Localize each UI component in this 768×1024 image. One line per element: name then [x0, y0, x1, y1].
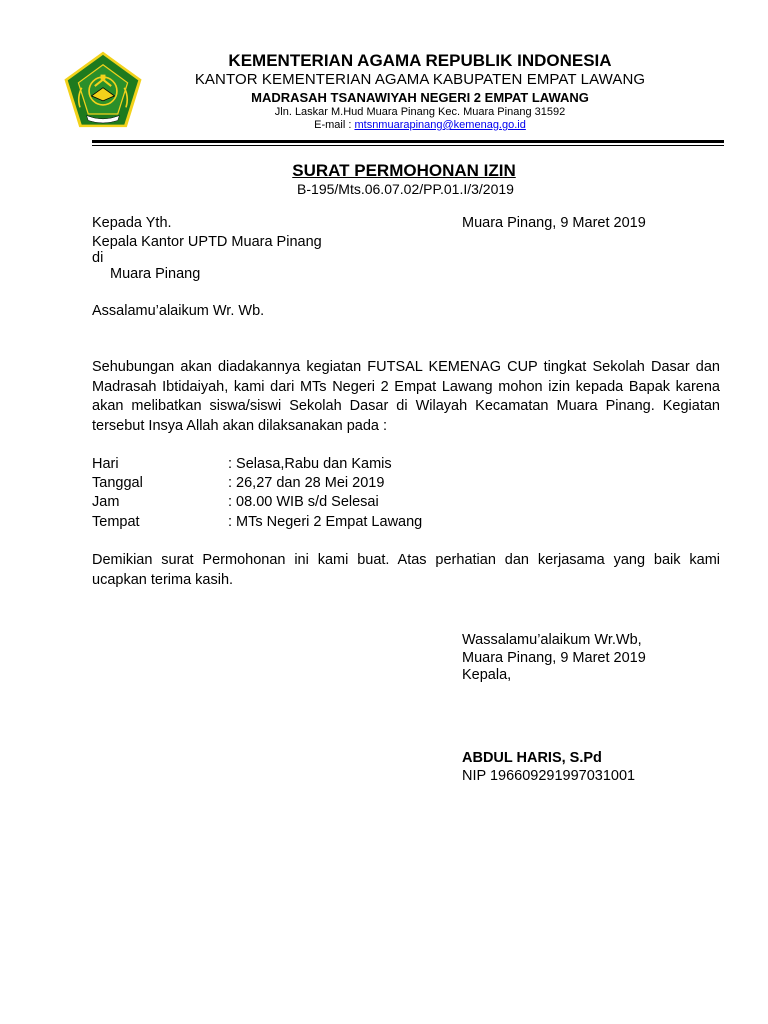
- detail-value-day: : Selasa,Rabu dan Kamis: [228, 456, 392, 472]
- place-date: Muara Pinang, 9 Maret 2019: [462, 215, 646, 231]
- detail-value-date: : 26,27 dan 28 Mei 2019: [228, 475, 385, 491]
- signatory-name: ABDUL HARIS, S.Pd: [462, 750, 602, 766]
- office-name: KANTOR KEMENTERIAN AGAMA KABUPATEN EMPAT LAWANG: [194, 71, 646, 88]
- recipient-line-2: Kepala Kantor UPTD Muara Pinang: [92, 234, 322, 250]
- recipient-line-4: Muara Pinang: [110, 266, 201, 282]
- school-email-line: [150, 119, 690, 132]
- email-link[interactable]: mtsnmuarapinang@kemenag.go.id: [354, 119, 526, 131]
- detail-label-day: Hari: [92, 456, 119, 472]
- signatory-nip: NIP 196609291997031001: [462, 768, 636, 784]
- kemenag-logo: [62, 50, 144, 132]
- signature-position: Kepala,: [462, 667, 512, 683]
- closing-paragraph: Demikian surat Permohonan ini kami buat. Atas perhatian dan kerjasama yang baik kami ucapkan terima kasih.: [92, 552, 720, 588]
- school-name: MADRASAH TSANAWIYAH NEGERI 2 EMPAT LAWANG: [251, 90, 589, 105]
- recipient-line-3: di: [92, 250, 104, 266]
- letter-title: SURAT PERMOHONAN IZIN: [292, 161, 516, 180]
- letterhead-rule-thin: [92, 145, 724, 146]
- letterhead-rule-thick: [92, 140, 724, 143]
- body-paragraph: Sehubungan akan diadakannya kegiatan FUTSAL KEMENAG CUP tingkat Sekolah Dasar dan Madrasah Ibtidaiyah, kami dari MTs Negeri 2 Empat Lawang mohon izin kepada Bapak karena akan melibatkan siswa/siswi Sekolah Dasar di Wilayah Kecamatan Muara Pinang. Kegiatan tersebut Insya Allah akan dilaksanakan pada :: [92, 359, 720, 434]
- signature-place-date: Muara Pinang, 9 Maret 2019: [462, 650, 646, 666]
- detail-label-date: Tanggal: [92, 475, 143, 491]
- detail-value-place: : MTs Negeri 2 Empat Lawang: [228, 514, 423, 530]
- detail-label-place: Tempat: [92, 514, 140, 530]
- recipient-line-1: Kepada Yth.: [92, 215, 172, 231]
- closing-salam: Wassalamu’alaikum Wr.Wb,: [462, 632, 642, 648]
- email-label: E-mail :: [314, 119, 355, 131]
- letter-number: B-195/Mts.06.07.02/PP.01.I/3/2019: [297, 181, 514, 197]
- letterhead: [150, 50, 690, 132]
- school-address: Jln. Laskar M.Hud Muara Pinang Kec. Muara Pinang 31592: [274, 106, 566, 118]
- ministry-name: KEMENTERIAN AGAMA REPUBLIK INDONESIA: [228, 51, 612, 70]
- greeting: Assalamu’alaikum Wr. Wb.: [92, 303, 265, 319]
- detail-label-time: Jam: [92, 494, 120, 510]
- detail-value-time: : 08.00 WIB s/d Selesai: [228, 494, 379, 510]
